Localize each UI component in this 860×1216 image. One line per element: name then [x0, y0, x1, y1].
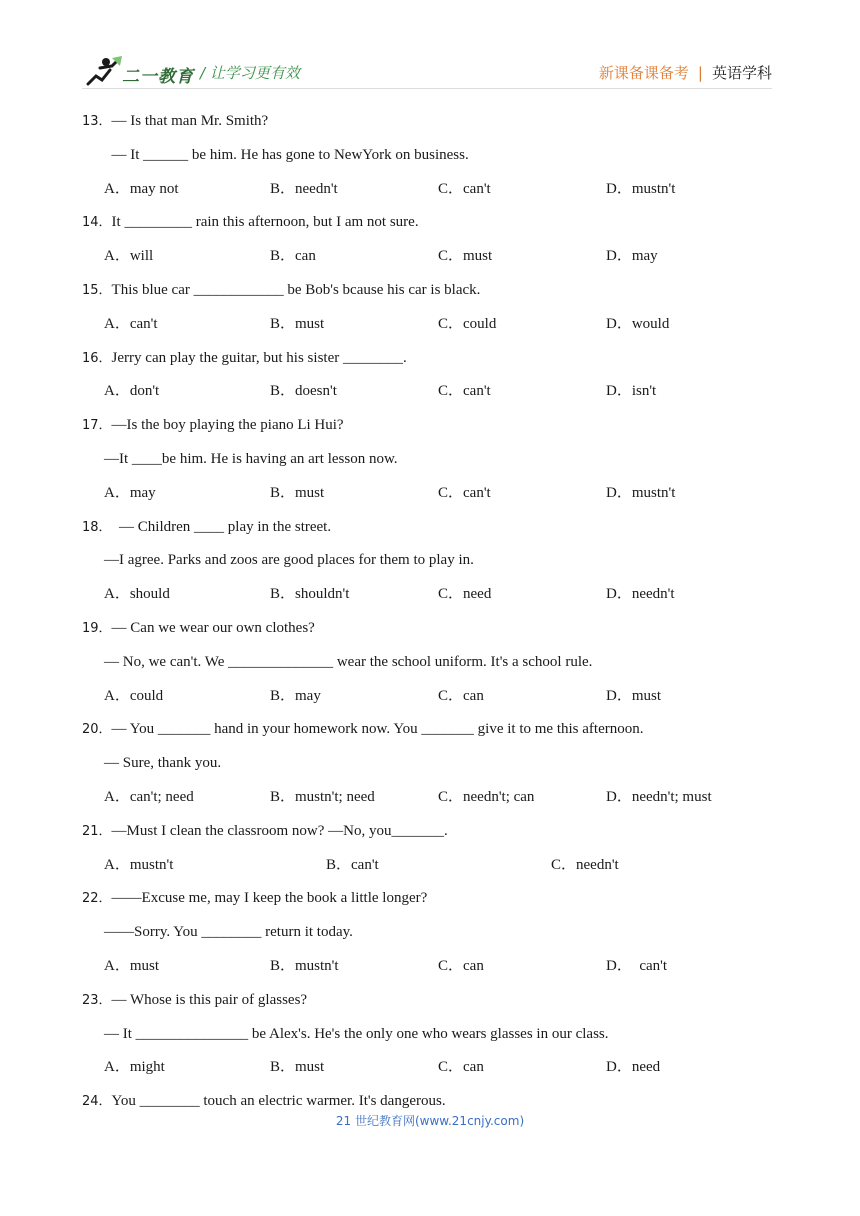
answer-option[interactable]: A．should — [104, 586, 170, 603]
answer-option[interactable]: D．needn't; must — [606, 789, 712, 805]
answer-option[interactable]: D． can't — [606, 958, 668, 974]
answer-option[interactable]: D．would — [606, 315, 670, 332]
question-text: ——Excuse me, may I keep the book a little longer? — [111, 890, 428, 907]
question-stem — [82, 348, 407, 369]
answer-option[interactable]: C．can — [438, 958, 484, 974]
header-subject: 英语学科 — [711, 64, 772, 82]
question-line: —It ____be him. He is having an art lesson now. — [104, 451, 398, 467]
question-stem — [82, 888, 427, 909]
answer-option[interactable]: D．mustn't — [606, 180, 676, 197]
answer-option[interactable]: C．can't — [438, 383, 491, 400]
answer-option[interactable]: C．could — [438, 315, 497, 332]
answer-option[interactable]: B．needn't — [270, 180, 338, 197]
answer-option[interactable]: D．need — [606, 1059, 661, 1076]
answer-option[interactable]: C．can — [438, 1059, 484, 1076]
question-stem — [82, 618, 315, 639]
answer-option[interactable]: C．can — [438, 687, 484, 704]
answer-option[interactable]: A．may not — [104, 180, 179, 197]
question-number: 18． — [82, 519, 112, 535]
header-divider — [82, 88, 772, 89]
question-line: — No, we can't. We ______________ wear the school uniform. It's a school rule. — [104, 653, 593, 670]
answer-option[interactable]: D．mustn't — [606, 484, 676, 501]
answer-option[interactable]: B．must — [270, 315, 325, 332]
question-number: 24． — [82, 1094, 112, 1110]
question-text: Jerry can play the guitar, but his sister ________. — [111, 349, 407, 366]
answer-option[interactable]: A．don't — [104, 383, 160, 400]
answer-option[interactable]: A．could — [104, 687, 164, 704]
answer-option[interactable]: B．mustn't — [270, 958, 339, 974]
header-separator: | — [697, 64, 703, 82]
question-stem — [82, 821, 448, 842]
question-stem — [82, 719, 643, 740]
question-text: You ________ touch an electric warmer. It's dangerous. — [111, 1093, 446, 1110]
answer-option[interactable]: D．may — [606, 248, 658, 265]
question-text: — Whose is this pair of glasses? — [111, 991, 308, 1008]
answer-option[interactable]: C．needn't; can — [438, 789, 535, 805]
answer-option[interactable]: B．must — [270, 484, 325, 501]
question-stem — [82, 280, 480, 301]
question-stem — [82, 1091, 446, 1112]
answer-option[interactable]: A．can't — [104, 315, 158, 332]
question-stem — [82, 212, 419, 233]
question-number: 17． — [82, 418, 112, 434]
answer-option[interactable]: B．can — [270, 248, 316, 265]
answer-option[interactable]: C．can't — [438, 484, 491, 501]
header-subject-area — [599, 62, 772, 83]
question-line: — It _______________ be Alex's. He's the only one who wears glasses in our class. — [104, 1025, 609, 1042]
question-stem — [82, 990, 307, 1011]
slogan: / 让学习更有效 — [200, 64, 300, 82]
answer-option[interactable]: A．will — [104, 248, 154, 265]
question-text: —Must I clean the classroom now? —No, you_______. — [111, 822, 448, 839]
question-number: 22． — [82, 891, 112, 907]
answer-option[interactable]: B．can't — [326, 856, 379, 873]
question-line: —I agree. Parks and zoos are good places for them to play in. — [104, 552, 474, 569]
question-number: 16． — [82, 350, 112, 366]
question-number: 20． — [82, 722, 112, 738]
page-header — [0, 0, 860, 100]
answer-option[interactable]: B．shouldn't — [270, 586, 350, 603]
answer-option[interactable]: A．may — [104, 484, 156, 501]
question-number: 14． — [82, 215, 112, 231]
question-text: — Is that man Mr. Smith? — [111, 113, 269, 129]
answer-option[interactable]: C．must — [438, 248, 493, 265]
answer-option[interactable]: C．needn't — [551, 856, 619, 873]
question-stem — [82, 111, 268, 132]
answer-option[interactable]: D．needn't — [606, 586, 675, 603]
question-text: — You _______ hand in your homework now. You _______ give it to me this afternoon. — [111, 721, 644, 738]
answer-option[interactable]: B．may — [270, 687, 321, 704]
question-text: — Can we wear our own clothes? — [111, 620, 315, 636]
question-number: 21． — [82, 823, 112, 839]
question-number: 19． — [82, 621, 112, 636]
question-stem — [82, 415, 344, 436]
answer-option[interactable]: A．mustn't — [104, 856, 174, 873]
question-number: 23． — [82, 992, 112, 1008]
question-text: This blue car ____________ be Bob's bcause his car is black. — [111, 282, 481, 298]
answer-option[interactable]: B．doesn't — [270, 383, 337, 400]
question-text: — Children ____ play in the street. — [111, 518, 332, 535]
answer-option[interactable]: C．need — [438, 586, 492, 603]
page-footer: 21 世纪教育网(www.21cnjy.com) — [335, 1114, 525, 1128]
answer-option[interactable]: D．must — [606, 687, 662, 704]
logo-text: 二一教育 — [122, 67, 194, 87]
question-line: — It ______ be him. He has gone to NewYork on business. — [104, 146, 469, 163]
question-line: ——Sorry. You ________ return it today. — [104, 924, 353, 941]
answer-option[interactable]: B．must — [270, 1059, 325, 1076]
question-number: 15． — [82, 283, 112, 298]
question-text: It _________ rain this afternoon, but I am not sure. — [111, 214, 419, 231]
answer-option[interactable]: C．can't — [438, 180, 491, 197]
answer-option[interactable]: B．mustn't; need — [270, 789, 375, 805]
question-stem — [82, 517, 331, 538]
answer-option[interactable]: A．can't; need — [104, 789, 194, 805]
answer-option[interactable]: A．must — [104, 958, 160, 974]
question-text: —Is the boy playing the piano Li Hui? — [111, 417, 344, 434]
question-number: 13． — [82, 114, 112, 129]
answer-option[interactable]: A．might — [104, 1059, 165, 1076]
answer-option[interactable]: D．isn't — [606, 383, 657, 400]
header-tag: 新课备课备考 — [598, 64, 689, 82]
question-line: — Sure, thank you. — [104, 755, 222, 772]
